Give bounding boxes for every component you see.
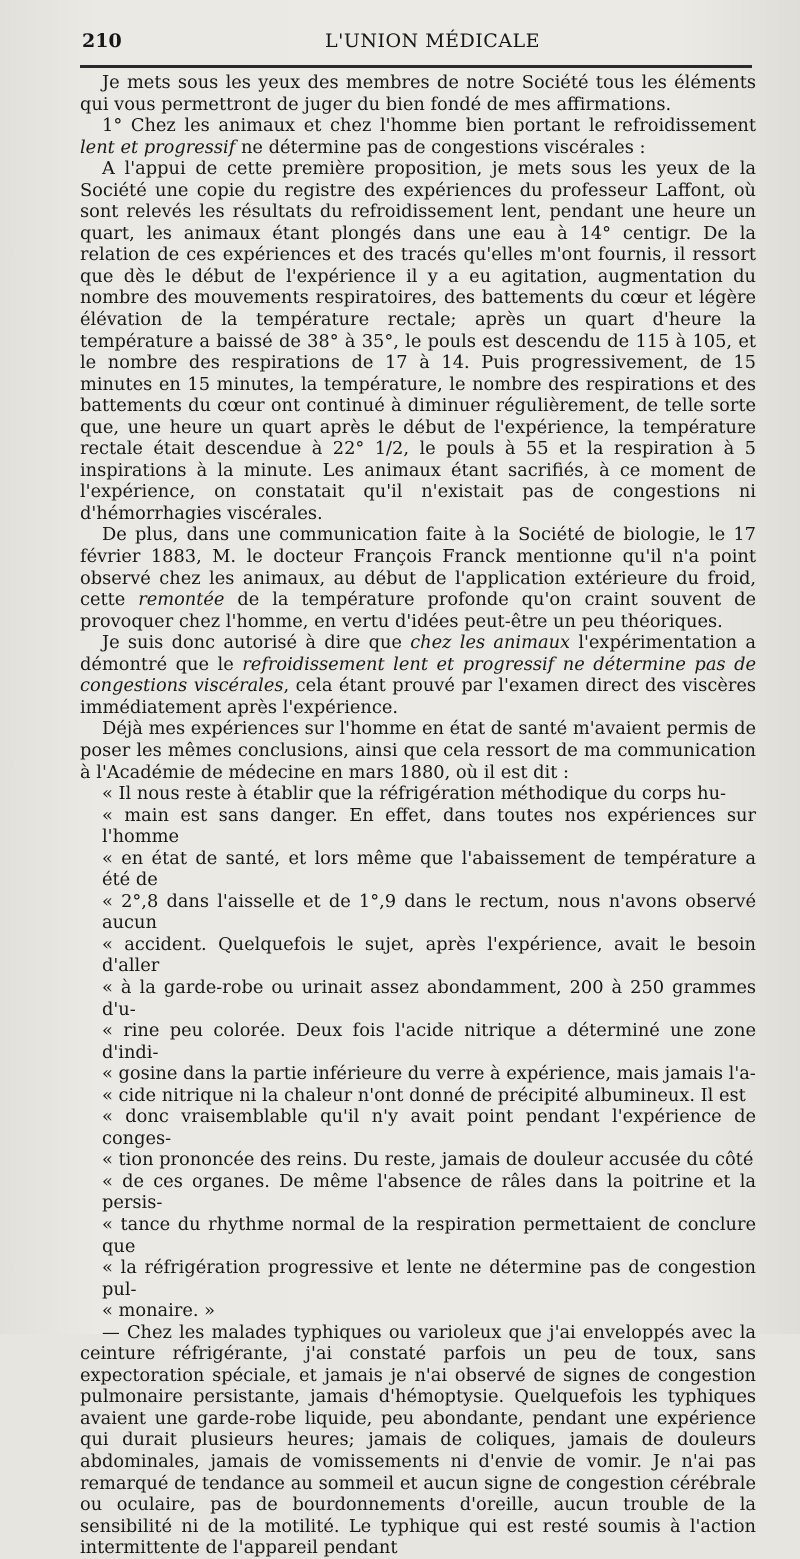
page-number: 210 — [82, 30, 122, 52]
text-run: ne détermine pas de congestions viscérales : — [235, 136, 646, 158]
paragraph-proposition-1 — [80, 115, 756, 158]
quote-line: « à la garde-robe ou urinait assez abondamment, 200 à 250 grammes d'u- — [102, 976, 756, 1020]
page-header — [80, 28, 750, 58]
paragraph-laffont-experiments: A l'appui de cette première proposition, je mets sous les yeux de la Société une copie du registre des expériences du professeur Laffont, où sont relevés les résultats du refroidissement lent, pendant une heure un quart, les animaux étant plongés dans une eau à 14° centigr. De la relation de ces expériences et des tracés qu'elles m'ont fournis, il ressort que dès le début de l'expérience il y a eu agitation, augmentation du nombre des mouvements respiratoires, des battements du cœur et légère élévation de la température rectale; après un quart d'heure la température a baissé de 38° à 35°, le pouls est descendu de 115 à 105, et le nombre des respirations de 17 à 14. Puis progressivement, de 15 minutes en 15 minutes, la température, le nombre des respirations et des battements du cœur ont continué à diminuer régulièrement, de telle sorte que, une heure un quart après le début de l'expérience, la température rectale était descendue à 22° 1/2, le pouls à 55 et la respiration à 5 inspirations à la minute. Les animaux étant sacrifiés, à ce moment de l'expérience, on constatait qu'il n'existait pas de congestions ni d'hémorrhagies viscérales. — [80, 158, 756, 524]
quote-line: « gosine dans la partie inférieure du verre à expérience, mais jamais l'a- — [102, 1063, 756, 1085]
italic-run: remontée — [138, 589, 225, 611]
italic-run: refroidissement lent et progressif ne détermine pas de congestions viscérales — [80, 653, 756, 697]
quotation-block — [80, 783, 756, 1322]
paragraph-typhoid-patients: — Chez les malades typhiques ou varioleux que j'ai enveloppés avec la ceinture réfrigérante, j'ai constaté parfois un peu de toux, sans expectoration spéciale, et jamais je n'ai observé de signes de congestion pulmonaire persistante, jamais d'hémoptysie. Quelquefois les typhiques avaient une garde-robe liquide, peu abondante, pendant une expérience qui durait plusieurs heures; jamais de coliques, jamais de douleurs abdominales, jamais de vomissements ni d'envie de vomir. Je n'ai pas remarqué de tendance au sommeil et aucun signe de congestion cérébrale ou oculaire, pas de bourdonnements d'oreille, aucun trouble de la sensibilité ni de la motilité. Le typhique qui est resté soumis à l'action intermittente de l'appareil pendant — [80, 1321, 756, 1559]
text-run: , cela étant prouvé par l'examen direct des viscères immédiatement après l'expérience. — [80, 675, 756, 718]
header-rule — [80, 65, 752, 68]
italic-run: lent et progressif — [80, 136, 236, 158]
quote-line: « monaire. » — [102, 1300, 216, 1322]
quote-line: « Il nous reste à établir que la réfrigération méthodique du corps hu- — [102, 783, 727, 805]
text-run: Je suis donc autorisé à dire que — [102, 632, 411, 654]
paragraph-franck-communication — [80, 524, 756, 632]
quote-line: « en état de santé, et lors même que l'abaissement de température a été de — [102, 847, 756, 891]
quote-line: « accident. Quelquefois le sujet, après l'expérience, avait le besoin d'aller — [102, 933, 756, 977]
quote-line: « la réfrigération progressive et lente ne détermine pas de congestion pul- — [102, 1257, 756, 1300]
quote-line: « donc vraisemblable qu'il n'y avait point pendant l'expérience de conges- — [102, 1106, 756, 1149]
text-run: l'expérimentation a démontré que le — [80, 632, 756, 675]
italic-run: chez les animaux — [410, 632, 571, 654]
text-run: 1° Chez les animaux et chez l'homme bien portant le refroidissement — [102, 115, 756, 137]
paragraph-academie-1880: Déjà mes expériences sur l'homme en état de santé m'avaient permis de poser les mêmes conclusions, ainsi que cela ressort de ma communication à l'Académie de médecine en mars 1880, où il est dit : — [80, 718, 756, 783]
body-text — [80, 72, 756, 1559]
quote-line: « tance du rhythme normal de la respiration permettaient de conclure que — [102, 1213, 756, 1257]
quote-line: « rine peu colorée. Deux fois l'acide nitrique a déterminé une zone d'indi- — [102, 1020, 756, 1063]
quote-line: « de ces organes. De même l'absence de râles dans la poitrine et la persis- — [102, 1170, 756, 1214]
text-run: de la température profonde qu'on craint souvent de provoquer chez l'homme, en vertu d'idées peut-être un peu théoriques. — [80, 589, 756, 632]
paragraph-intro: Je mets sous les yeux des membres de notre Société tous les éléments qui vous permettront de juger du bien fondé de mes affirmations. — [80, 72, 756, 115]
quote-line: « 2°,8 dans l'aisselle et de 1°,9 dans le rectum, nous n'avons observé aucun — [102, 890, 756, 934]
quote-line: « cide nitrique ni la chaleur n'ont donné de précipité albumineux. Il est — [102, 1084, 746, 1106]
quote-line: « main est sans danger. En effet, dans toutes nos expériences sur l'homme — [102, 804, 756, 848]
text-run: De plus, dans une communication faite à la Société de biologie, le 17 février 1883, M. le docteur François Franck mentionne qu'il n'a point observé chez les animaux, au début de l'application extérieure du froid, cette — [80, 524, 756, 611]
quote-line: « tion prononcée des reins. Du reste, jamais de douleur accusée du côté — [102, 1149, 754, 1171]
paragraph-conclusion-animals — [80, 632, 756, 718]
running-title: L'UNION MÉDICALE — [325, 30, 541, 52]
